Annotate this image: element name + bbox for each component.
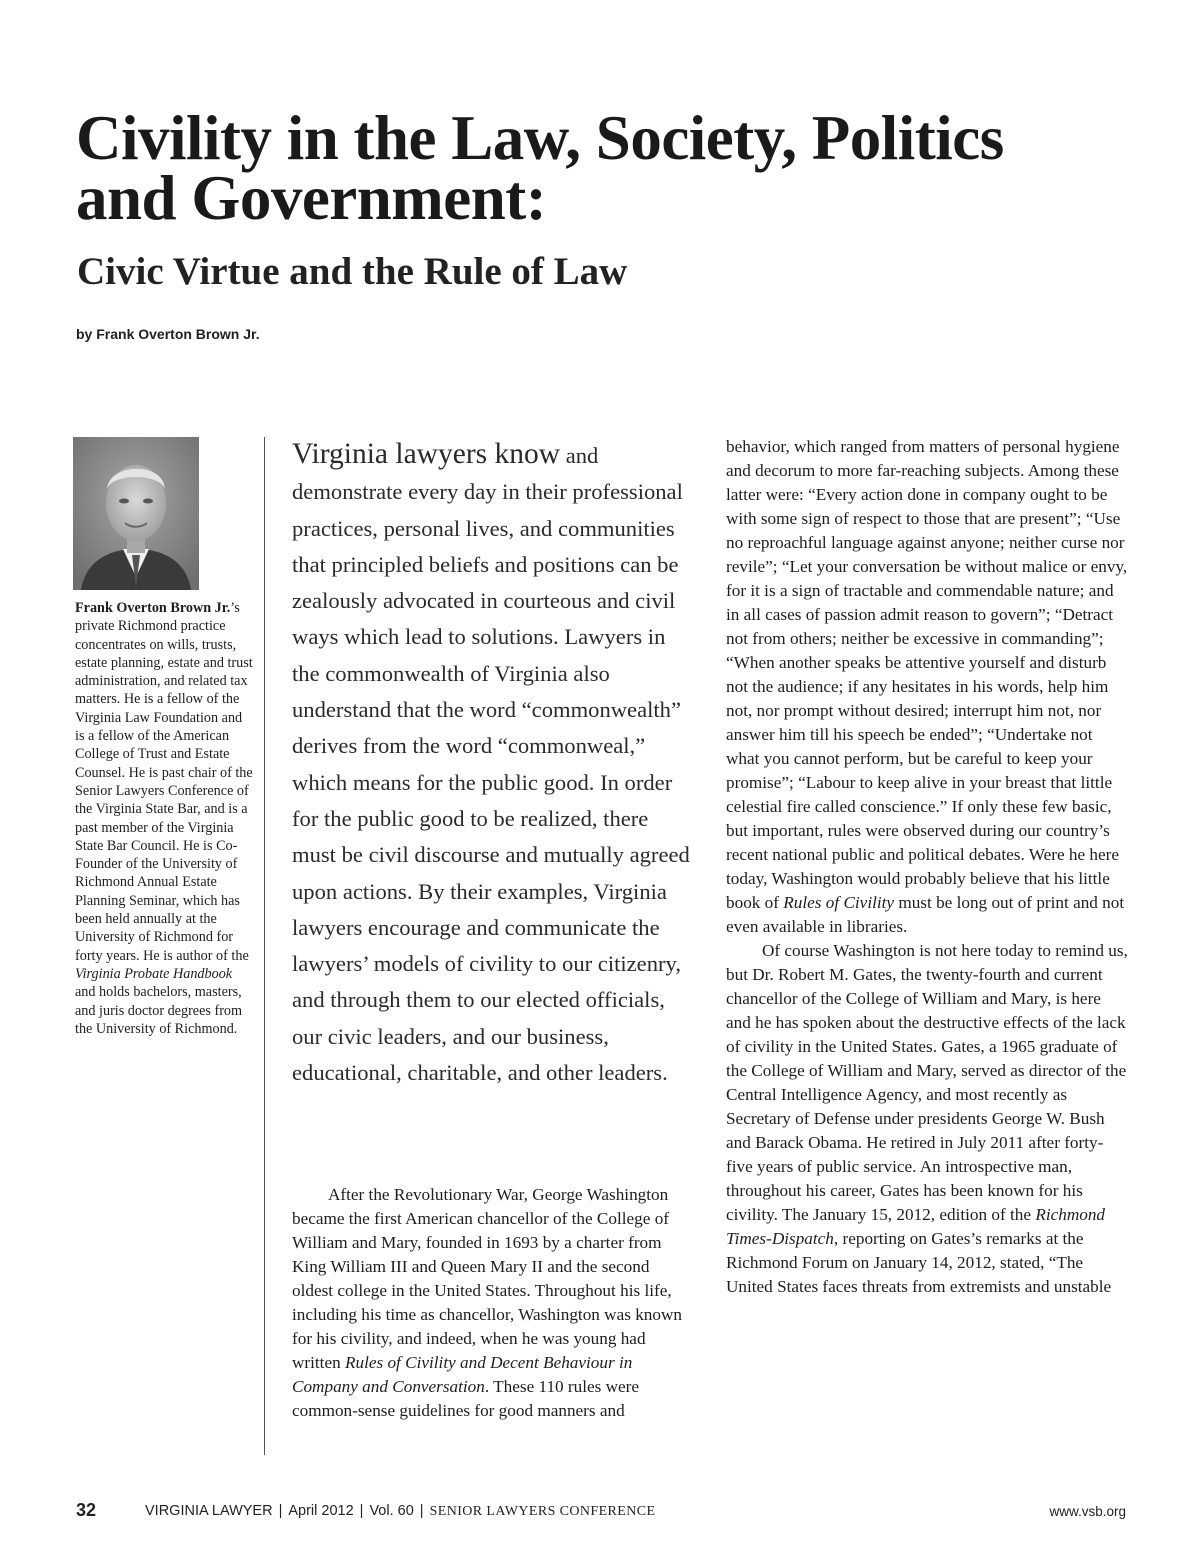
byline: by Frank Overton Brown Jr. bbox=[76, 326, 260, 342]
footer-separator: | bbox=[419, 1503, 424, 1519]
col2-text-b: . These 110 rules were common-sense guidelines for good manners and bbox=[292, 1377, 640, 1420]
bio-text-2: and holds bachelors, masters, and juris doctor degrees from the University of Richmond. bbox=[75, 984, 243, 1037]
col2-book-title: Rules of Civility and Decent Behaviour in Company and Conversation bbox=[292, 1353, 633, 1396]
lead-text: and demonstrate every day in their professional practices, personal lives, and communities that principled beliefs and positions can be zealously advocated in courteous and civil ways which lead to solutions. Lawyers in the commonwealth of Virginia also understand that the word “commonwealth” derives from the word “commonweal,” which means for the public good. In order for the public good to be realized, there must be civil discourse and mutually agreed upon actions. By their examples, Virginia lawyers encourage and communicate the lawyers’ models of civility to our citizenry, and through them to our elected officials, our civic leaders, and our business, educational, charitable, and other leaders. bbox=[292, 443, 690, 1086]
col3-p1-text-b: must be long out of print and not even available in libraries. bbox=[726, 893, 1125, 936]
body-column-3 bbox=[726, 435, 1128, 1299]
col3-p1-text-a: behavior, which ranged from matters of personal hygiene and decorum to more far-reaching subjects. Among these latter were: “Every action done in company ought to be with some sign of respect to those that are present”; “Use no reproachful language against anyone; neither curse nor revile”; “Let your conversation be without malice or envy, for it is a sign of tractable and commendable nature; and in all cases of passion admit reason to govern”; “Detract not from others; neither be excessive in commanding”; “When another speaks be attentive yourself and disturb not the audience; if any hesitates in his words, help him not, nor prompt without desired; interrupt him not, nor answer him till his speech be ended”; “Undertake not what you cannot perform, but be careful to keep your promise”; “Labour to keep alive in your breast that little celestial fire called conscience.” If only these few basic, but important, rules were observed during our country’s recent national public and political debates. Were he here today, Washington would probably believe that his little book of bbox=[726, 437, 1128, 912]
col3-p2-text-b: , reporting on Gates’s remarks at the Richmond Forum on January 14, 2012, stated, “The United States faces threats from extremists and unstable bbox=[726, 1229, 1112, 1296]
page-number: 32 bbox=[76, 1500, 97, 1520]
col3-p2-text-a: Of course Washington is not here today to remind us, but Dr. Robert M. Gates, the twenty-fourth and current chancellor of the College of William and Mary, is here and he has spoken about the destructive effects of the lack of civility in the United States. Gates, a 1965 graduate of the College of William and Mary, served as director of the Central Intelligence Agency, and most recently as Secretary of Defense under presidents George W. Bush and Barack Obama. He retired in July 2011 after forty-five years of public service. An introspective man, throughout his career, Gates has been known for his civility. The January 15, 2012, edition of the bbox=[726, 941, 1128, 1224]
bio-name: Frank Overton Brown Jr. bbox=[75, 600, 231, 616]
section-name: SENIOR LAWYERS CONFERENCE bbox=[429, 1504, 656, 1519]
bio-book-title: Virginia Probate Handbook bbox=[75, 965, 233, 982]
author-photo bbox=[73, 437, 199, 590]
website-link[interactable]: www.vsb.org bbox=[1049, 1504, 1126, 1519]
bio-text-1: ’s private Richmond practice concentrates on wills, trusts, estate planning, estate and trust administration, and related tax matters. He is a fellow of the Virginia Law Foundation and is a fellow of the American College of Trust and Estate Counsel. He is past chair of the Senior Lawyers Conference of the Virginia State Bar, and is a past member of the Virginia State Bar Council. He is Co-Founder of the University of Richmond Annual Estate Planning Seminar, which has been held annually at the University of Richmond for forty years. He is author of the bbox=[75, 600, 253, 964]
article-title bbox=[76, 103, 1156, 233]
publication-info bbox=[145, 1503, 655, 1520]
article-subtitle: Civic Virtue and the Rule of Law bbox=[77, 250, 628, 293]
footer-separator: | bbox=[359, 1503, 364, 1519]
lead-drop-phrase: Virginia lawyers know bbox=[292, 438, 561, 470]
title-line-2: and Government: bbox=[76, 163, 547, 233]
author-bio bbox=[75, 599, 253, 1038]
body-column-2 bbox=[292, 1183, 692, 1423]
publication-name: VIRGINIA LAWYER bbox=[145, 1503, 273, 1519]
column-divider bbox=[264, 437, 265, 1455]
issue-date: April 2012 bbox=[288, 1503, 354, 1519]
col3-book-title: Rules of Civility bbox=[783, 893, 895, 912]
col2-text-a: After the Revolutionary War, George Washington became the first American chancellor of the College of William and Mary, founded in 1693 by a charter from King William III and Queen Mary II and the second oldest college in the United States. Throughout his life, including his time as chancellor, Washington was known for his civility, and indeed, when he was young had written bbox=[292, 1185, 682, 1372]
title-line-1: Civility in the Law, Society, Politics bbox=[76, 103, 1004, 173]
volume: Vol. 60 bbox=[369, 1503, 414, 1519]
lead-paragraph bbox=[292, 436, 696, 1091]
portrait-photo-icon bbox=[73, 437, 199, 590]
footer-separator: | bbox=[278, 1503, 283, 1519]
page-footer bbox=[76, 1500, 1126, 1524]
col3-newspaper-title: Richmond Times-Dispatch bbox=[726, 1205, 1106, 1248]
